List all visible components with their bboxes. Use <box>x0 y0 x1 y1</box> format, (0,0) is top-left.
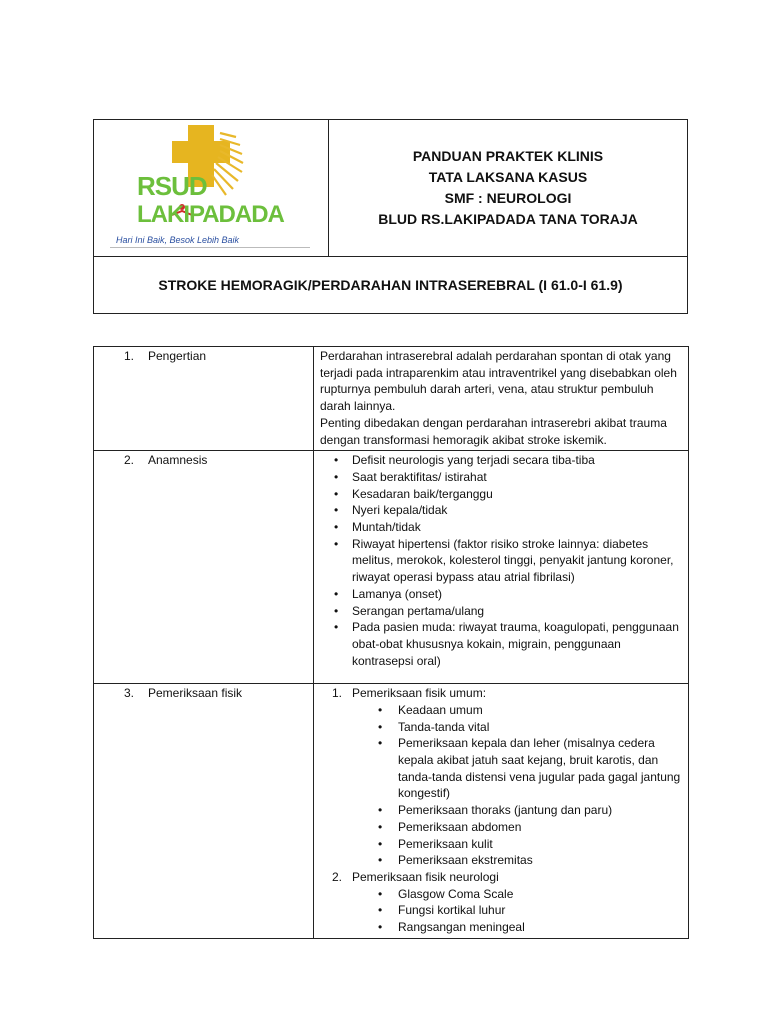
list-item: • Keadaan umum <box>352 702 682 719</box>
list-item: • Riwayat hipertensi (faktor risiko stroke lainnya: diabetes melitus, merokok, kolesterol tinggi, penyakit jantung koroner, riwayat operasi bypass atau atrial fibrilasi) <box>320 536 682 586</box>
hospital-logo <box>110 123 315 248</box>
group-number: 2. <box>332 869 343 884</box>
list-item: • Pemeriksaan kepala dan leher (misalnya cedera kepala akibat jatuh saat kejang, bruit karotis, dan tanda-tanda distensi vena jugular pada gagal jantung kongestif) <box>352 735 682 802</box>
list-item: • Tanda-tanda vital <box>352 719 682 736</box>
row-content-cell <box>314 451 689 684</box>
list-group <box>320 685 682 869</box>
list-item: • Serangan pertama/ulang <box>320 603 682 620</box>
list-item: • Pemeriksaan kulit <box>352 836 682 853</box>
logo-text-rsud: RSUD <box>137 171 207 201</box>
row-label: Pengertian <box>148 349 207 363</box>
list-item: • Kesadaran baik/terganggu <box>320 486 682 503</box>
logo-tagline: Hari Ini Baik, Besok Lebih Baik <box>116 235 240 245</box>
list-item: • Glasgow Coma Scale <box>352 886 682 903</box>
logo-text-name: LAKIPADADA <box>137 201 284 228</box>
list-item: • Pemeriksaan abdomen <box>352 819 682 836</box>
row-label-cell <box>94 347 314 451</box>
header-table <box>93 119 688 314</box>
group-title: Pemeriksaan fisik umum: <box>352 686 487 701</box>
list-group <box>320 869 682 936</box>
list-item: • Fungsi kortikal luhur <box>352 902 682 919</box>
list-item: • Lamanya (onset) <box>320 586 682 603</box>
title-line-2: TATA LAKSANA KASUS <box>428 169 588 185</box>
sub-bullet-list <box>352 702 682 869</box>
list-item: • Muntah/tidak <box>320 519 682 536</box>
paragraph: Penting dibedakan dengan perdarahan intraserebri akibat trauma dengan transformasi hemoragik akibat stroke iskemik. <box>320 415 667 447</box>
table-row <box>94 451 689 684</box>
list-item: • Rangsangan meningeal <box>352 919 682 936</box>
row-number: 3. <box>124 686 135 701</box>
logo-cell <box>94 120 329 256</box>
table-row <box>94 684 689 939</box>
numbered-list <box>320 685 682 936</box>
row-label-cell <box>94 451 314 684</box>
logo-underline <box>110 247 310 248</box>
title-line-1: PANDUAN PRAKTEK KLINIS <box>412 148 604 164</box>
paragraph: Perdarahan intraserebral adalah perdarahan spontan di otak yang terjadi pada intraparenkim atau intraventrikel yang disebabkan oleh rupturnya pembuluh darah arteri, vena, atau struktur pembuluh darah lainnya. <box>320 349 677 414</box>
list-item: • Nyeri kepala/tidak <box>320 502 682 519</box>
row-number: 1. <box>124 349 135 363</box>
list-item: • Pemeriksaan thoraks (jantung dan paru) <box>352 802 682 819</box>
row-label: Pemeriksaan fisik <box>148 686 243 701</box>
case-title: STROKE HEMORAGIK/PERDARAHAN INTRASEREBRAL (I 61.0-I 61.9) <box>94 256 687 313</box>
list-item: • Pemeriksaan ekstremitas <box>352 852 682 869</box>
row-label: Anamnesis <box>148 453 208 468</box>
row-content-cell <box>314 347 689 451</box>
list-item: • Saat beraktifitas/ istirahat <box>320 469 682 486</box>
title-line-3: SMF : NEUROLOGI <box>444 190 572 206</box>
row-number: 2. <box>124 453 135 468</box>
bullet-list <box>320 452 682 669</box>
content-table <box>93 346 689 939</box>
group-number: 1. <box>332 686 343 701</box>
group-title: Pemeriksaan fisik neurologi <box>352 869 499 884</box>
title-cell <box>329 120 687 256</box>
row-content-cell <box>314 684 689 939</box>
row-label-cell <box>94 684 314 939</box>
list-item: • Defisit neurologis yang terjadi secara tiba-tiba <box>320 452 682 469</box>
sub-bullet-list <box>352 886 682 936</box>
table-row <box>94 347 689 451</box>
title-line-4: BLUD RS.LAKIPADADA TANA TORAJA <box>378 211 638 227</box>
list-item: • Pada pasien muda: riwayat trauma, koagulopati, penggunaan obat-obat khususnya kokain, migrain, penggunaan kontrasepsi oral) <box>320 619 682 669</box>
